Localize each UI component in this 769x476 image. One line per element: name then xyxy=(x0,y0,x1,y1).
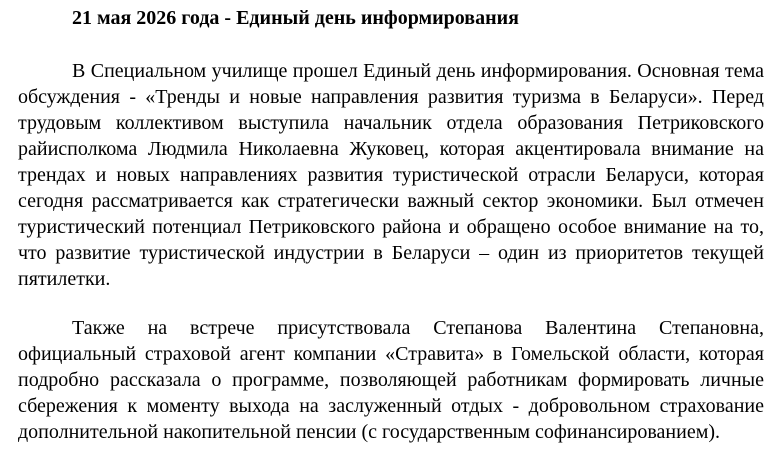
document-title: 21 мая 2026 года - Единый день информирования xyxy=(72,7,519,29)
paragraph-2: Также на встрече присутствовала Степанова Валентина Степановна, официальный страховой агент компании «Стравита» в Гомельской области, которая подробно рассказала о программе, позволяющей работникам формировать личные сбережения к моменту выхода на заслуженный отдых - добровольном страхование дополнительной накопительной пенсии (с государственным софинансированием). xyxy=(18,317,764,443)
paragraph-1: В Специальном училище прошел Единый день информирования. Основная тема обсуждения - «Тренды и новые направления развития туризма в Беларуси». Перед трудовым коллективом выступила начальник отдела образования Петриковского райисполкома Людмила Николаевна Жуковец, которая акцентировала внимание на трендах и новых направлениях развития туристической отрасли Беларуси, которая сегодня рассматривается как стратегически важный сектор экономики. Был отмечен туристический потенциал Петриковского района и обращено особое внимание на то, что развитие туристической индустрии в Беларуси – один из приоритетов текущей пятилетки. xyxy=(18,60,764,290)
